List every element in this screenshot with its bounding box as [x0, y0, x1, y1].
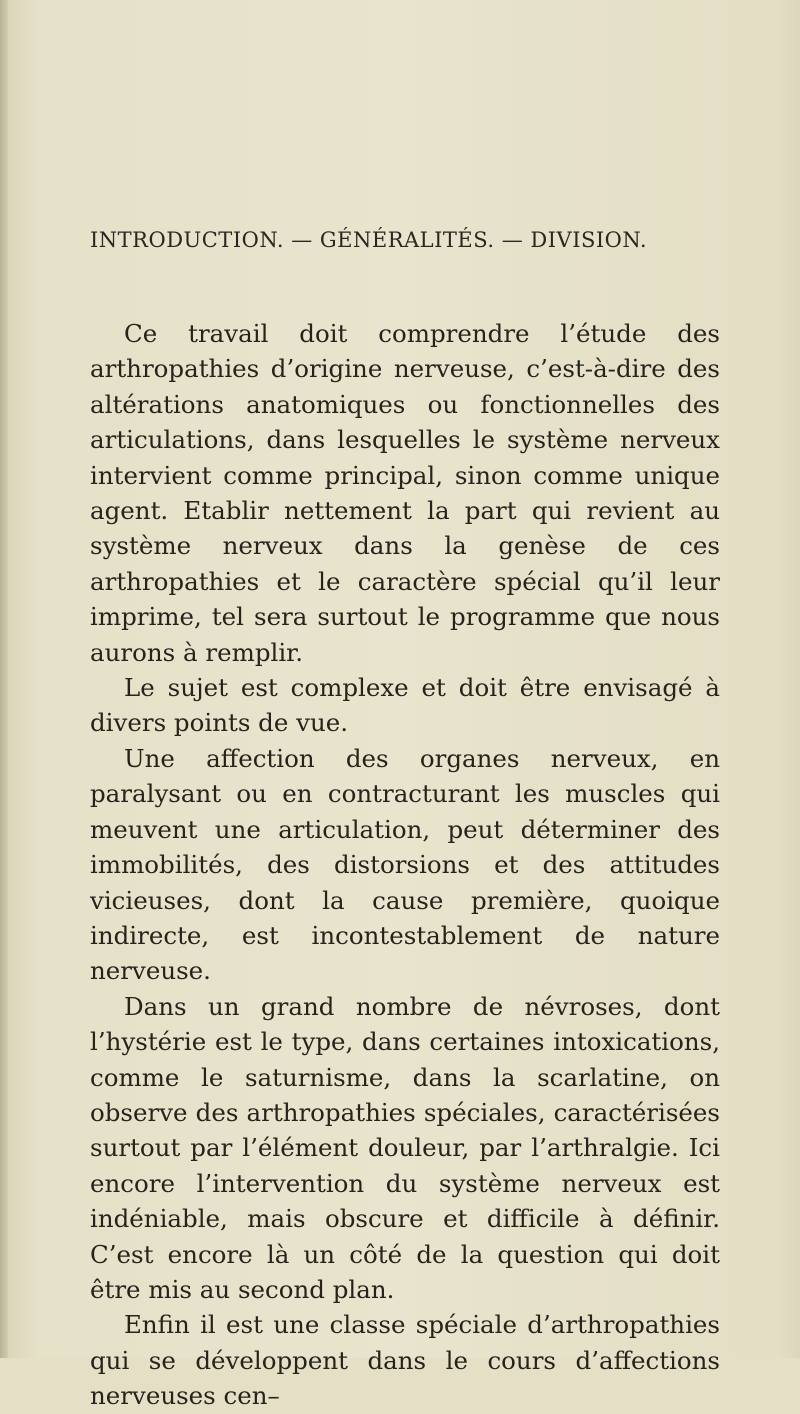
paragraph: Le sujet est complexe et doit être envisagé à divers points de vue.	[90, 673, 720, 738]
paragraph: Dans un grand nombre de névroses, dont l’hystérie est le type, dans certaines intoxications, comme le saturnisme, dans la scarlatine, on observe des arthropathies spéciales, caractérisées surtout par l’élément douleur, par l’arthralgie. Ici encore l’intervention du système nerveux est indéniable, mais obscure et difficile à définir. C’est encore là un côté de la question qui doit être mis au second plan.	[90, 991, 720, 1304]
binding-edge	[0, 0, 8, 1358]
running-header: INTRODUCTION. — GÉNÉRALITÉS. — DIVISION.	[90, 228, 648, 252]
body-text	[90, 316, 720, 1414]
paragraph: Une affection des organes nerveux, en paralysant ou en contracturant les muscles qui meuvent une articulation, peut déterminer des immobilités, des distorsions et des attitudes vicieuses, dont la cause première, quoique indirecte, est incontestablement de nature nerveuse.	[90, 743, 720, 986]
paragraph: Enfin il est une classe spéciale d’arthropathies qui se développent dans le cours d’affections nerveuses cen–	[90, 1310, 720, 1411]
paragraph: Ce travail doit comprendre l’étude des arthropathies d’origine nerveuse, c’est-à-dire des altérations anatomiques ou fonctionnelles des articulations, dans lesquelles le système nerveux intervient comme principal, sinon comme unique agent. Etablir nettement la part qui revient au système nerveux dans la genèse de ces arthropathies et le caractère spécial qu’il leur imprime, tel sera surtout le programme que nous aurons à remplir.	[90, 319, 720, 667]
